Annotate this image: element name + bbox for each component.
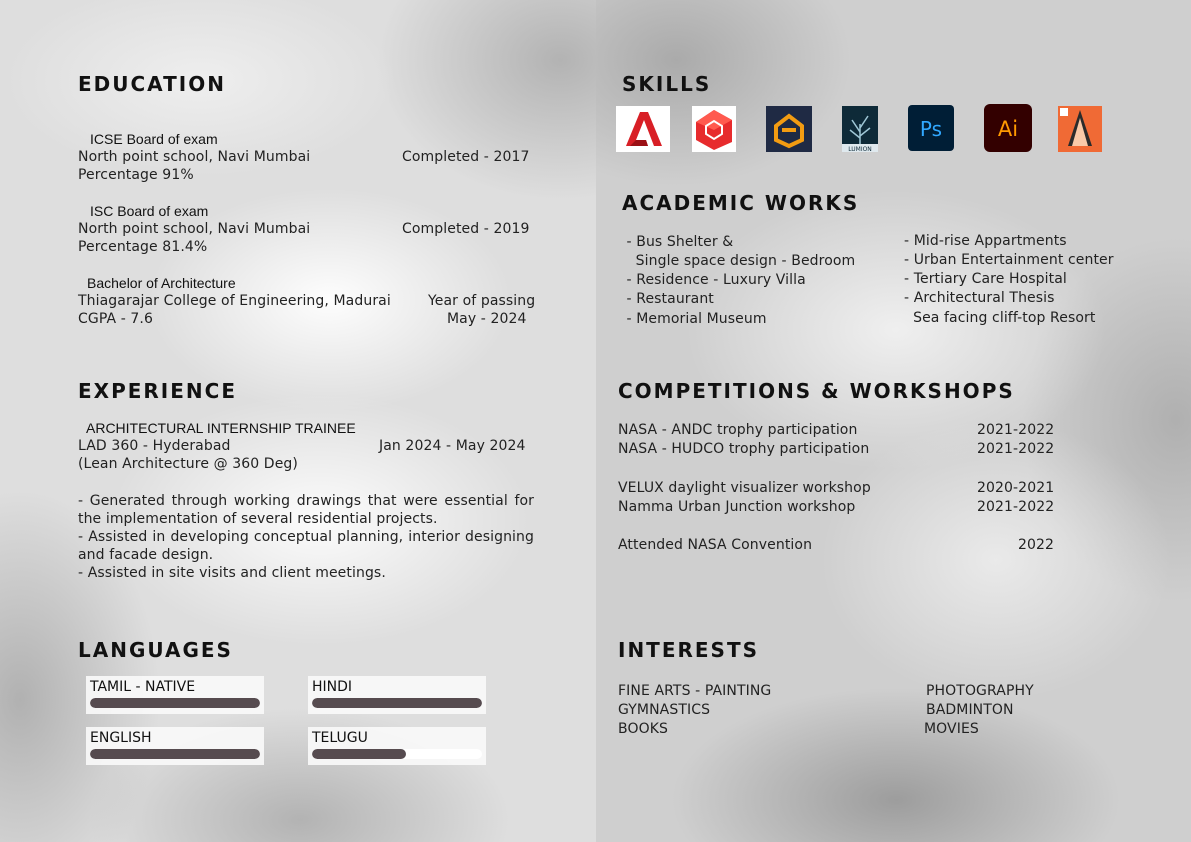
language-item — [86, 727, 264, 765]
language-bar — [312, 698, 482, 708]
academic-item: Single space design - Bedroom — [622, 253, 856, 269]
education-title-1: ICSE Board of exam — [90, 131, 218, 147]
autocad-icon — [616, 106, 670, 152]
education-place-1: North point school, Navi Mumbai — [78, 149, 311, 165]
competition-year: 2021-2022 — [977, 422, 1055, 438]
competition-name: Attended NASA Convention — [618, 537, 813, 553]
experience-role: ARCHITECTURAL INTERNSHIP TRAINEE — [86, 420, 356, 436]
skills-heading: SKILLS — [622, 72, 712, 96]
competition-name: NASA - ANDC trophy participation — [618, 422, 858, 438]
education-score-3: CGPA - 7.6 — [78, 311, 153, 327]
academic-item: - Mid-rise Appartments — [904, 233, 1067, 249]
competitions-heading: COMPETITIONS & WORKSHOPS — [618, 379, 1015, 403]
language-label: TELUGU — [312, 730, 368, 746]
language-item — [308, 676, 486, 714]
photoshop-icon — [908, 105, 954, 151]
competition-name: Namma Urban Junction workshop — [618, 499, 856, 515]
experience-dates: Jan 2024 - May 2024 — [379, 438, 526, 454]
experience-point-1: - Generated through working drawings that were essential for the implementation of several residential projects. — [78, 493, 534, 527]
illustrator-icon-text: Ai — [997, 117, 1019, 141]
competition-year: 2021-2022 — [977, 441, 1055, 457]
languages-heading: LANGUAGES — [78, 638, 233, 662]
language-label: HINDI — [312, 679, 353, 695]
experience-point-3: - Assisted in site visits and client meetings. — [78, 565, 386, 581]
language-bar-fill — [312, 749, 406, 759]
experience-heading: EXPERIENCE — [78, 379, 237, 403]
lumion-icon-text: LUMION — [848, 146, 872, 152]
education-title-3: Bachelor of Architecture — [87, 275, 236, 291]
academic-item: - Bus Shelter & — [622, 234, 734, 250]
education-date-3: May - 2024 — [447, 311, 527, 327]
education-score-2: Percentage 81.4% — [78, 239, 208, 255]
education-place-2: North point school, Navi Mumbai — [78, 221, 311, 237]
academic-heading: ACADEMIC WORKS — [622, 191, 860, 215]
language-bar-fill — [90, 698, 260, 708]
education-status-3: Year of passing — [428, 293, 536, 309]
interest-item: FINE ARTS - PAINTING — [618, 683, 772, 699]
academic-item: - Urban Entertainment center — [904, 252, 1114, 268]
education-place-3: Thiagarajar College of Engineering, Madurai — [78, 293, 391, 309]
academic-item: Sea facing cliff-top Resort — [904, 310, 1096, 326]
language-bar-fill — [90, 749, 260, 759]
education-title-2: ISC Board of exam — [90, 203, 209, 219]
language-label: TAMIL - NATIVE — [90, 679, 196, 695]
interest-item: GYMNASTICS — [618, 702, 711, 718]
language-item — [86, 676, 264, 714]
academic-item: - Tertiary Care Hospital — [904, 271, 1067, 287]
enscape-icon — [766, 106, 812, 152]
education-heading: EDUCATION — [78, 72, 226, 96]
interests-heading: INTERESTS — [618, 638, 759, 662]
competition-name: VELUX daylight visualizer workshop — [618, 480, 871, 496]
education-score-1: Percentage 91% — [78, 167, 194, 183]
lumion-icon — [842, 106, 878, 152]
interest-item: BOOKS — [618, 721, 668, 737]
competition-year: 2020-2021 — [977, 480, 1055, 496]
experience-company-full: (Lean Architecture @ 360 Deg) — [78, 456, 298, 472]
language-bar — [90, 749, 260, 759]
sketchup-icon — [692, 106, 736, 152]
interest-item: BADMINTON — [926, 702, 1014, 718]
language-item — [308, 727, 486, 765]
language-bar-fill — [312, 698, 482, 708]
language-bar — [312, 749, 482, 759]
academic-item: - Restaurant — [622, 291, 714, 307]
academic-item: - Residence - Luxury Villa — [622, 272, 806, 288]
experience-point-2: - Assisted in developing conceptual planning, interior designing and facade design. — [78, 529, 534, 563]
academic-item: - Architectural Thesis — [904, 290, 1055, 306]
academic-item: - Memorial Museum — [622, 311, 767, 327]
interest-item: PHOTOGRAPHY — [926, 683, 1034, 699]
sketchbook-icon — [1058, 106, 1102, 152]
competition-year: 2022 — [1018, 537, 1055, 553]
education-status-2: Completed - 2019 — [402, 221, 530, 237]
illustrator-icon — [984, 104, 1032, 152]
interest-item: MOVIES — [924, 721, 979, 737]
language-bar — [90, 698, 260, 708]
competition-year: 2021-2022 — [977, 499, 1055, 515]
education-status-1: Completed - 2017 — [402, 149, 530, 165]
experience-company: LAD 360 - Hyderabad — [78, 438, 231, 454]
competition-name: NASA - HUDCO trophy participation — [618, 441, 870, 457]
language-label: ENGLISH — [90, 730, 152, 746]
photoshop-icon-text: Ps — [919, 117, 943, 141]
